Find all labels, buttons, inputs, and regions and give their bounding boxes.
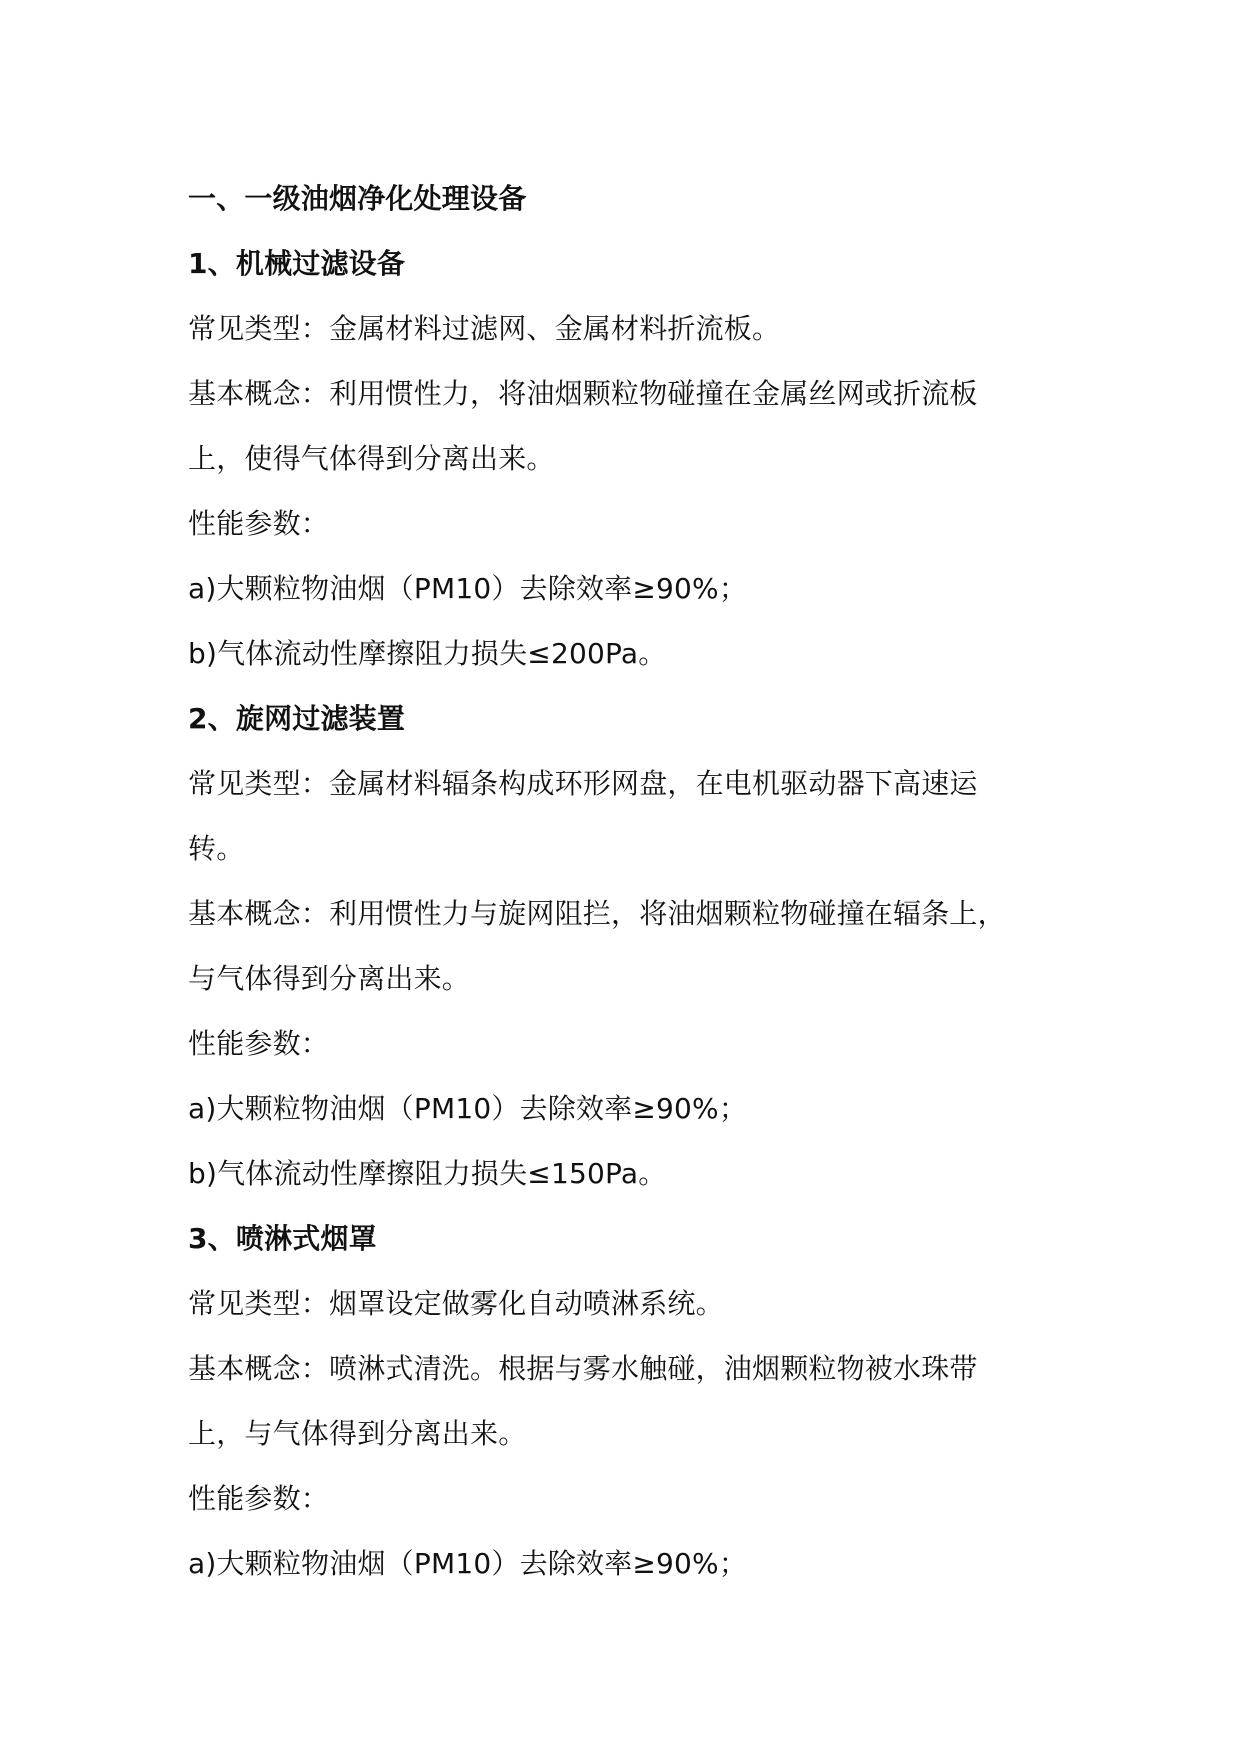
item-3-performance-label: 性能参数： (188, 1482, 330, 1515)
item-3-common-types: 常见类型：烟罩设定做雾化自动喷淋系统。 (188, 1287, 724, 1320)
item-1-performance-label: 性能参数： (188, 507, 330, 540)
item-3-param-a: a)大颗粒物油烟（PM10）去除效率≥90%； (188, 1547, 748, 1580)
item-1-param-a: a)大颗粒物油烟（PM10）去除效率≥90%； (188, 572, 748, 605)
item-1-param-b: b)气体流动性摩擦阻力损失≤200Pa。 (188, 637, 667, 670)
section-title: 一、一级油烟净化处理设备 (188, 182, 527, 215)
item-1-concept-line-1: 基本概念：利用惯性力，将油烟颗粒物碰撞在金属丝网或折流板 (188, 377, 978, 410)
item-1-concept-line-2: 上，使得气体得到分离出来。 (188, 442, 555, 475)
item-2-concept-line-2: 与气体得到分离出来。 (188, 962, 471, 995)
item-3-concept-line-2: 上，与气体得到分离出来。 (188, 1417, 527, 1450)
item-3-concept-line-1: 基本概念：喷淋式清洗。根据与雾水触碰，油烟颗粒物被水珠带 (188, 1352, 978, 1385)
item-2-title: 2、旋网过滤装置 (188, 702, 406, 735)
item-1-title: 1、机械过滤设备 (188, 247, 406, 280)
item-2-param-b: b)气体流动性摩擦阻力损失≤150Pa。 (188, 1157, 667, 1190)
item-2-concept-line-1: 基本概念：利用惯性力与旋网阻拦，将油烟颗粒物碰撞在辐条上， (188, 897, 1006, 930)
item-2-common-types-line-2: 转。 (188, 832, 245, 865)
item-2-common-types-line-1: 常见类型：金属材料辐条构成环形网盘，在电机驱动器下高速运 (188, 767, 978, 800)
item-1-common-types: 常见类型：金属材料过滤网、金属材料折流板。 (188, 312, 781, 345)
item-2-performance-label: 性能参数： (188, 1027, 330, 1060)
item-2-param-a: a)大颗粒物油烟（PM10）去除效率≥90%； (188, 1092, 748, 1125)
document-content (188, 166, 1088, 1596)
item-3-title: 3、喷淋式烟罩 (188, 1222, 377, 1255)
